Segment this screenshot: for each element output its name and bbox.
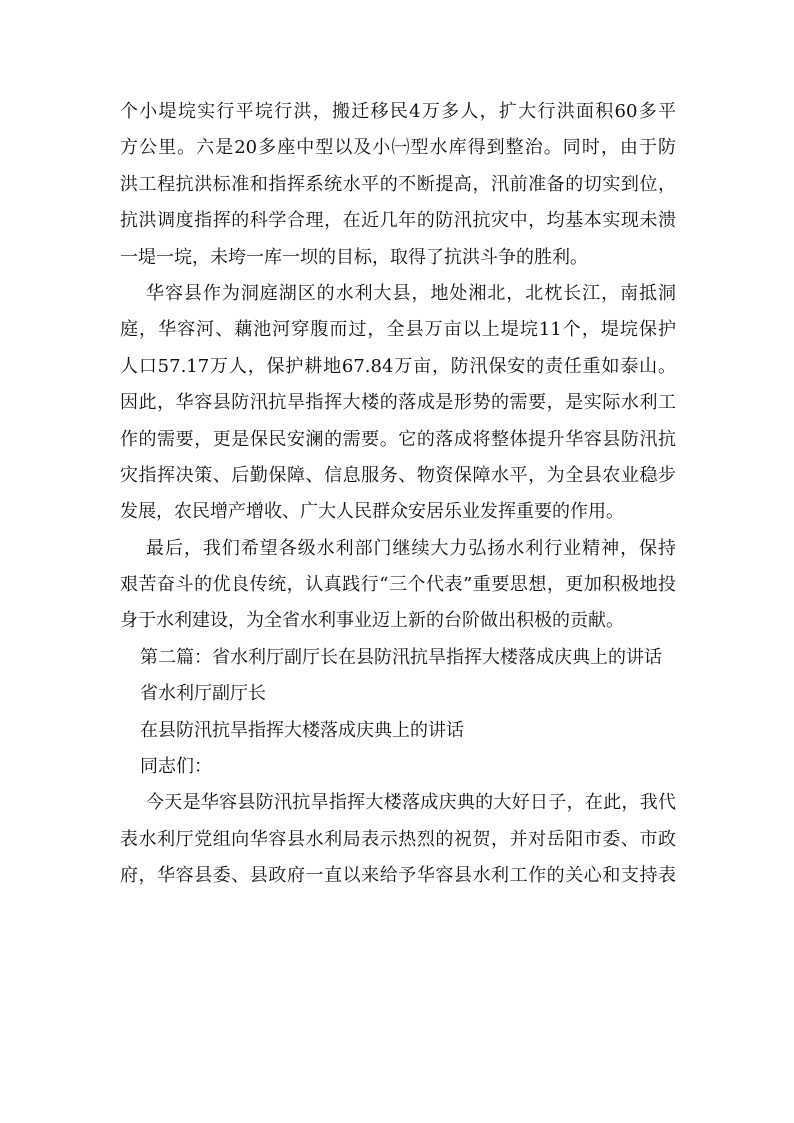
text-line: 洪工程抗洪标准和指挥系统水平的不断提高，汛前准备的切实到位， xyxy=(120,173,676,195)
text-line: 因此，华容县防汛抗旱指挥大楼的落成是形势的需要，是实际水利工 xyxy=(120,392,676,414)
text-line: 发展，农民增产增收、广大人民群众安居乐业发挥重要的作用。 xyxy=(120,501,624,523)
text-line: 庭，华容河、藕池河穿腹而过，全县万亩以上堤垸11个，堤垸保护 xyxy=(120,319,676,341)
speaker-title: 省水利厅副厅长 xyxy=(140,683,266,705)
text-line: 灾指挥决策、后勤保障、信息服务、物资保障水平，为全县农业稳步 xyxy=(120,464,676,486)
text-line: 一堤一垸，未垮一库一坝的目标，取得了抗洪斗争的胜利。 xyxy=(120,246,588,268)
speech-title: 在县防汛抗旱指挥大楼落成庆典上的讲话 xyxy=(140,719,464,741)
text-line: 个小堤垸实行平垸行洪，搬迁移民4万多人，扩大行洪面积60多平 xyxy=(120,101,676,122)
text-line: 艰苦奋斗的优良传统，认真践行“三个代表”重要思想，更加积极地投 xyxy=(120,574,676,596)
text-line: 身于水利建设，为全省水利事业迈上新的台阶做出积极的贡献。 xyxy=(120,610,624,632)
salutation: 同志们： xyxy=(140,756,212,778)
text-line: 人口57.17万人，保护耕地67.84万亩，防汛保安的责任重如泰山。 xyxy=(120,355,676,377)
text-line: 作的需要，更是保民安澜的需要。它的落成将整体提升华容县防汛抗 xyxy=(120,428,676,450)
text-line: 方公里。六是20多座中型以及小㈠型水库得到整治。同时，由于防 xyxy=(120,137,676,159)
section-heading: 第二篇：省水利厅副厅长在县防汛抗旱指挥大楼落成庆典上的讲话 xyxy=(140,646,662,668)
text-line: 表水利厅党组向华容县水利局表示热烈的祝贺，并对岳阳市委、市政 xyxy=(120,828,676,850)
text-line: 最后，我们希望各级水利部门继续大力弘扬水利行业精神，保持 xyxy=(146,537,676,559)
text-line: 华容县作为洞庭湖区的水利大县，地处湘北，北枕长江，南抵洞 xyxy=(146,282,676,304)
text-line: 抗洪调度指挥的科学合理，在近几年的防汛抗灾中，均基本实现未溃 xyxy=(120,210,676,232)
body-text xyxy=(120,94,676,895)
text-line: 府，华容县委、县政府一直以来给予华容县水利工作的关心和支持表 xyxy=(120,865,676,887)
text-line: 今天是华容县防汛抗旱指挥大楼落成庆典的大好日子，在此，我代 xyxy=(146,792,676,814)
